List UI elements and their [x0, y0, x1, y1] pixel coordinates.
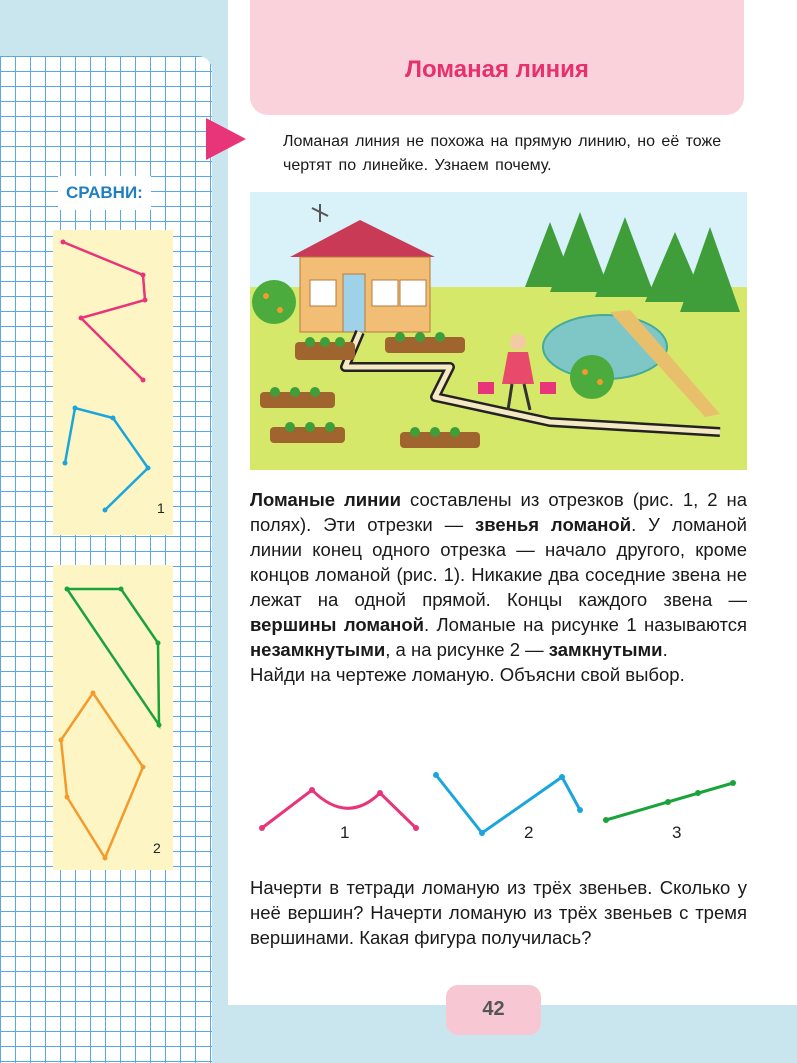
drawing-task: Начерти в тетради ломаную из трёх звеньев. Сколько у неё вершин? Начерти ломаную из трёх звеньев с тремя вершинами. Какая фигура получилась?	[250, 877, 747, 948]
term-broken-lines: Ломаные линии	[250, 489, 402, 510]
body-text-8: , а на рисунке 2 —	[385, 639, 549, 660]
blue-polyline-example	[436, 775, 580, 833]
pink-polyline	[63, 242, 145, 380]
figure-label-2: 2	[524, 823, 534, 842]
green-polygon	[67, 589, 159, 725]
page-title: Ломаная линия	[405, 56, 589, 83]
closed-polyline-panel	[53, 565, 173, 870]
blue-polyline	[65, 408, 148, 510]
figure-label-1: 1	[340, 823, 350, 842]
panel-2-number: 2	[153, 840, 161, 856]
body-text-6: . Ломаные на рисунке 1 называются	[424, 614, 747, 635]
panel-1-number: 1	[157, 500, 165, 516]
term-links: звенья ломаной	[475, 514, 632, 535]
intro-text: Ломаная линия не похожа на прямую линию, но её тоже чертят по линейке. Узнаем почему.	[283, 133, 722, 174]
body-text-2: составлены из отрезков (рис. 1, 2 на полях). Эти отрезки —	[250, 489, 748, 535]
main-paragraph	[250, 487, 747, 687]
find-polyline-task: Найди на чертеже ломаную. Объясни свой выбор.	[250, 664, 685, 685]
term-closed: замкнутыми	[548, 639, 663, 660]
orange-vertices	[59, 691, 146, 861]
term-open: незамкнутыми	[250, 639, 386, 660]
body-text-4: . У ломаной линии конец одного отрезка — начало другого, кроме концов ломаной (рис. 1). Никакие два соседние звена не лежат на одной прямой. Концы каждого звена —	[250, 514, 747, 610]
open-polylines-figure	[53, 230, 173, 535]
line-examples-figure	[250, 765, 747, 850]
body-text-10: .	[662, 639, 668, 660]
term-vertices: вершины ломаной	[250, 614, 425, 635]
arrow-marker-icon	[206, 118, 246, 160]
closed-polylines-figure	[53, 565, 173, 870]
page-number: 42	[482, 998, 505, 1020]
compare-label: СРАВНИ:	[58, 176, 151, 210]
orange-polygon	[61, 693, 143, 858]
blue-vertices	[63, 406, 151, 513]
garden-illustration	[250, 192, 747, 470]
open-polyline-panel	[53, 230, 173, 535]
pink-curved-line	[262, 790, 416, 828]
figure-label-3: 3	[672, 823, 682, 842]
